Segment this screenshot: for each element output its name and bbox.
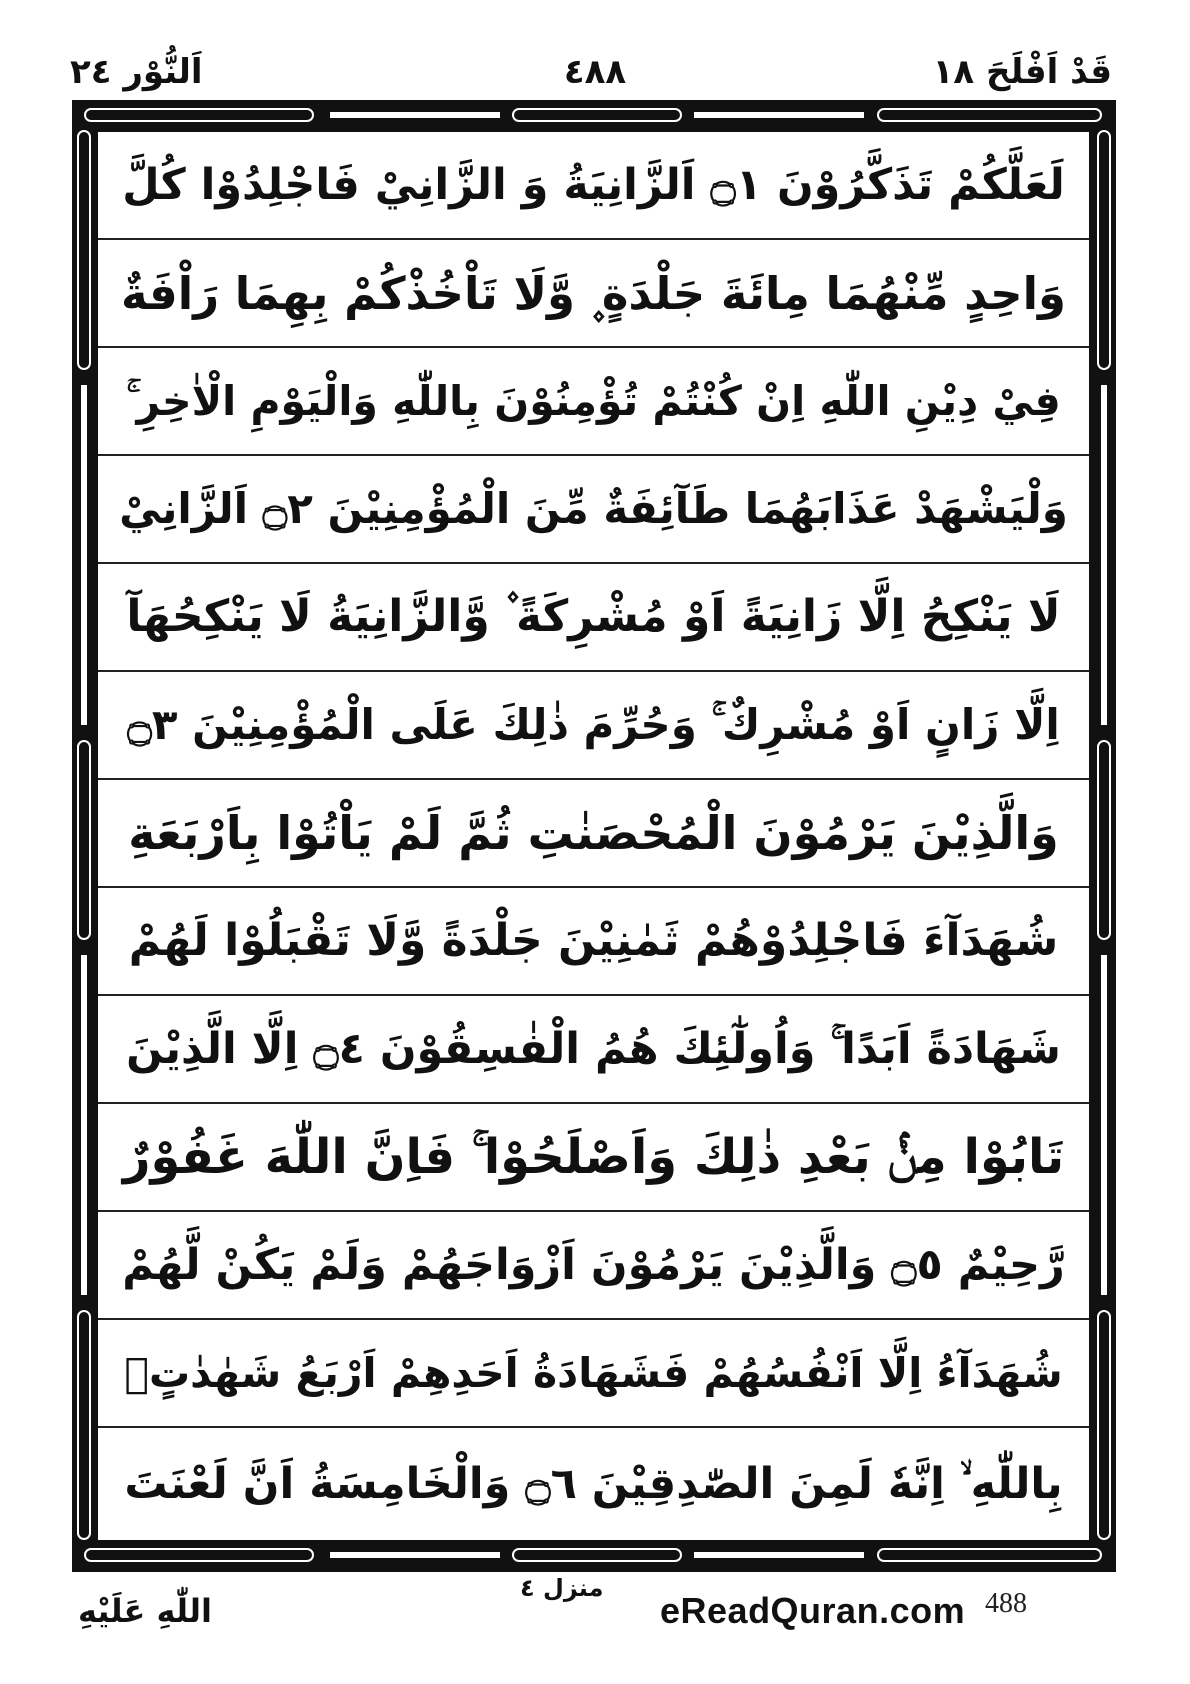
quran-text-panel [96,130,1091,1542]
website-watermark: eReadQuran.com [660,1590,966,1631]
line-text: وَالَّذِيْنَ يَرْمُوْنَ الْمُحْصَنٰتِ ثُمَّ لَمْ يَاْتُوْا بِاَرْبَعَةِ [128,806,1059,860]
text-line-4 [98,456,1089,564]
text-line-8 [98,888,1089,996]
text-line-9 [98,996,1089,1104]
border-strip [1101,385,1107,725]
text-line-6 [98,672,1089,780]
border-ornament-icon [1097,740,1111,940]
border-ornament-icon [84,1548,314,1562]
text-line-5 [98,564,1089,672]
text-line-12 [98,1320,1089,1428]
line-text: وَاحِدٍ مِّنْهُمَا مِائَةَ جَلْدَةٍ ۪ وَّلَا تَاْخُذْكُمْ بِهِمَا رَاْفَةٌ [121,266,1066,320]
border-ornament-icon [77,740,91,940]
border-ornament-icon [84,108,314,122]
border-strip [81,955,87,1295]
border-ornament-icon [877,108,1102,122]
text-line-1 [98,132,1089,240]
border-ornament-icon [512,108,682,122]
line-text: لَا يَنْكِحُ اِلَّا زَانِيَةً اَوْ مُشْرِكَةً ۫ وَّالزَّانِيَةُ لَا يَنْكِحُهَآ [126,591,1061,642]
page-number: 488 [985,1588,1027,1619]
page-number-arabic: ٤٨٨ [563,52,627,92]
border-strip [694,112,864,118]
text-line-10 [98,1104,1089,1212]
border-ornament-icon [1097,1310,1111,1540]
line-text: لَعَلَّكُمْ تَذَكَّرُوْنَ ۝١ اَلزَّانِيَةُ وَ الزَّانِيْ فَاجْلِدُوْا كُلَّ [122,159,1065,210]
border-strip [330,1552,500,1558]
line-text: شُهَدَآءُ اِلَّا اَنْفُسُهُمْ فَشَهَادَةُ اَحَدِهِمْ اَرْبَعُ شَهٰدٰتٍۭ [124,1348,1063,1397]
line-text: تَابُوْا مِنْۢ بَعْدِ ذٰلِكَ وَاَصْلَحُوْا ۚ فَاِنَّ اللّٰهَ غَفُوْرٌ [122,1129,1065,1185]
juz-name: قَدْ اَفْلَحَ ١٨ [932,52,1112,92]
text-line-11 [98,1212,1089,1320]
border-ornament-icon [512,1548,682,1562]
border-ornament-icon [77,1310,91,1540]
line-text: رَّحِيْمٌ ۝٥ وَالَّذِيْنَ يَرْمُوْنَ اَزْوَاجَهُمْ وَلَمْ يَكُنْ لَّهُمْ [122,1239,1065,1290]
text-line-3 [98,348,1089,456]
border-strip [330,112,500,118]
border-ornament-icon [77,130,91,370]
border-strip [1101,955,1107,1295]
line-text: فِيْ دِيْنِ اللّٰهِ اِنْ كُنْتُمْ تُؤْمِنُوْنَ بِاللّٰهِ وَالْيَوْمِ الْاٰخِرِ ۚ [126,376,1061,425]
catchword: اللّٰهِ عَلَيْهِ [78,1592,212,1630]
manzil-label: منزل ٤ [520,1574,604,1602]
surah-name: اَلنُّوْر ٢٤ [70,52,203,92]
border-strip [694,1552,864,1558]
line-text: وَلْيَشْهَدْ عَذَابَهُمَا طَآئِفَةٌ مِّنَ الْمُؤْمِنِيْنَ ۝٢ اَلزَّانِيْ [119,484,1068,533]
text-line-2 [98,240,1089,348]
line-text: شَهَادَةً اَبَدًا ۚ وَاُولٰٓئِكَ هُمُ الْفٰسِقُوْنَ ۝٤ اِلَّا الَّذِيْنَ [126,1023,1061,1074]
text-line-13 [98,1428,1089,1540]
line-text: اِلَّا زَانٍ اَوْ مُشْرِكٌ ۚ وَحُرِّمَ ذٰلِكَ عَلَى الْمُؤْمِنِيْنَ ۝٣ [127,700,1060,749]
line-text: شُهَدَآءَ فَاجْلِدُوْهُمْ ثَمٰنِيْنَ جَلْدَةً وَّلَا تَقْبَلُوْا لَهُمْ [128,915,1059,966]
border-strip [81,385,87,725]
border-ornament-icon [877,1548,1102,1562]
line-text: بِاللّٰهِ ۙ اِنَّهٗ لَمِنَ الصّٰدِقِيْنَ ۝٦ وَالْخَامِسَةُ اَنَّ لَعْنَتَ [124,1458,1063,1509]
text-line-7 [98,780,1089,888]
border-ornament-icon [1097,130,1111,370]
